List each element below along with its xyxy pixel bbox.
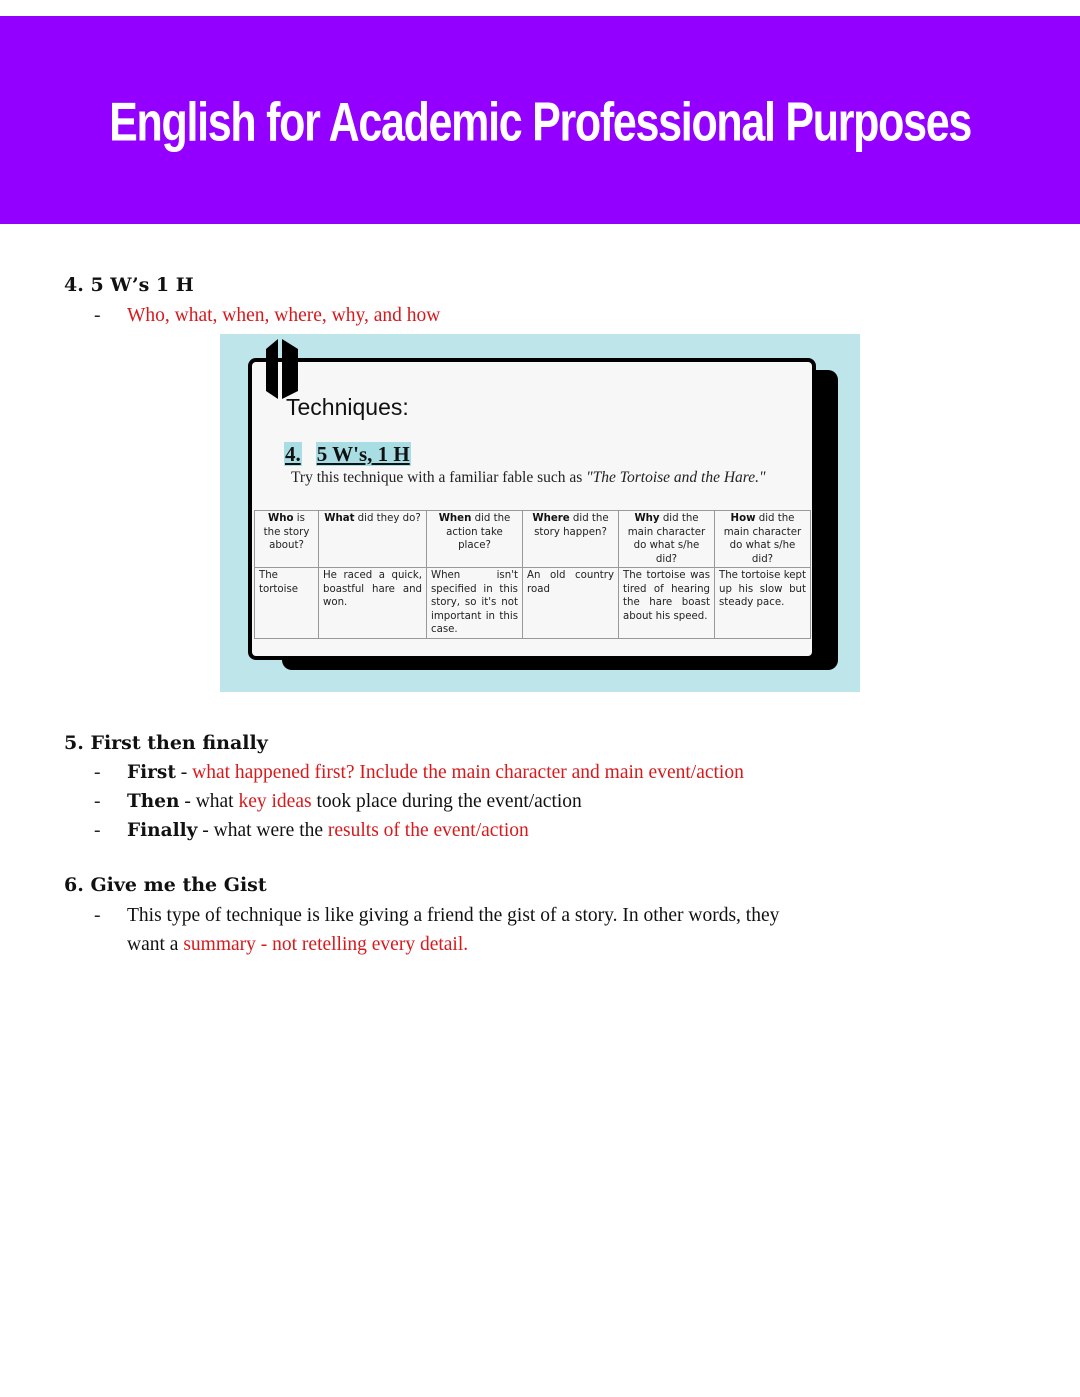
bullet-then: - Then - what key ideas took place during the event/action — [94, 791, 582, 812]
figure-subtitle-text: 5 W's, 1 H — [316, 442, 410, 466]
bookmark-tab-icon — [264, 339, 300, 399]
figure-subtitle — [284, 442, 411, 467]
bullet-then-label: Then — [127, 791, 180, 812]
figure-title: Techniques: — [286, 394, 409, 420]
bullet-5ws-list — [94, 301, 440, 330]
5ws-table — [254, 510, 811, 639]
bullet-text: Who, what, when, where, why, and how — [127, 305, 441, 326]
table-cell-how: The tortoise kept up his slow but steady pace. — [715, 568, 811, 639]
section-heading-first-then-finally: 5. First then finally — [64, 732, 268, 754]
bullet-first-label: First — [127, 762, 176, 783]
bullet-first: - First - what happened first? Include the main character and main event/action — [94, 762, 744, 783]
section-heading-gist: 6. Give me the Gist — [64, 874, 267, 896]
page-title: English for Academic Professional Purposes — [109, 91, 971, 153]
table-cell-who: The tortoise — [255, 568, 319, 639]
figure-description-text: Try this technique with a familiar fable such as — [291, 469, 587, 486]
table-cell-where: An old country road — [523, 568, 619, 639]
section-heading-5ws1h: 4. 5 W’s 1 H — [64, 274, 194, 296]
table-cell-what: He raced a quick, boastful hare and won. — [319, 568, 427, 639]
table-row — [255, 568, 811, 639]
table-header-how: How did the main character do what s/he did? — [715, 511, 811, 568]
table-header-where: Where did the story happen? — [523, 511, 619, 568]
table-cell-when: When isn't specified in this story, so it's not important in this case. — [427, 568, 523, 639]
table-header-when: When did the action take place? — [427, 511, 523, 568]
figure-subtitle-number: 4. — [285, 442, 301, 466]
bullet-dash: - — [94, 305, 101, 326]
table-header-who: Who is the story about? — [255, 511, 319, 568]
table-header-row — [255, 511, 811, 568]
bullet-gist: - This type of technique is like giving a friend the gist of a story. In other words, they want a summary - not retelling every detail. — [94, 905, 780, 955]
header-banner — [0, 16, 1080, 224]
figure-description-fable: "The Tortoise and the Hare." — [586, 469, 766, 486]
bullet-finally: - Finally - what were the results of the event/action — [94, 820, 529, 841]
figure-description — [291, 467, 777, 488]
table-header-why: Why did the main character do what s/he did? — [619, 511, 715, 568]
table-header-what: What did they do? — [319, 511, 427, 568]
table-cell-why: The tortoise was tired of hearing the hare boast about his speed. — [619, 568, 715, 639]
techniques-figure — [220, 334, 860, 692]
bullet-finally-label: Finally — [127, 820, 198, 841]
